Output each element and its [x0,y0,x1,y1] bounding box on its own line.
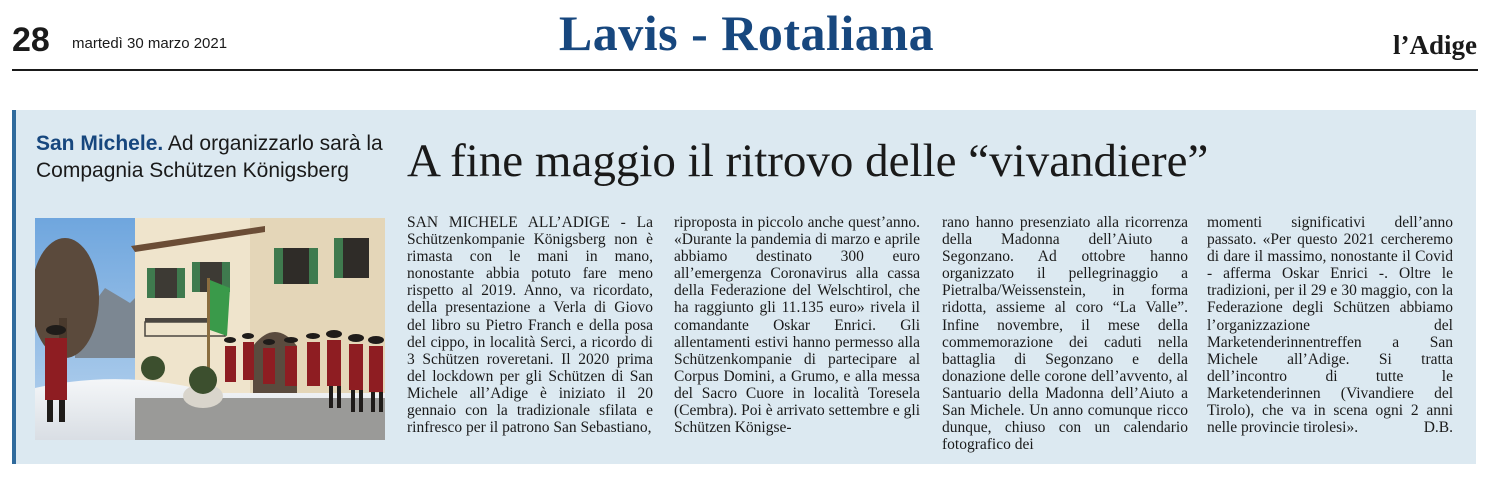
page-header [0,0,1493,70]
author-signature: D.B. [1423,419,1453,437]
kicker-place: San Michele. [36,132,164,155]
issue-date: martedì 30 marzo 2021 [72,35,228,52]
page-number: 28 [12,21,50,59]
header-divider [12,69,1478,71]
newspaper-logo: l’Adige [1393,30,1477,60]
article-kicker [36,130,386,184]
article-column-3: rano hanno presenziato alla ricorrenza della Madonna dell’Aiuto a Segonzano. Ad ottobre hanno organizzato il pellegrinaggio a Pietralba/Weissenstein, in forma ridotta, assieme al coro “La Valle”. Infine novembre, il mese della commemorazione dei caduti nella battaglia di Segonzano e della donazione delle corone dell’avvento, al Santuario della Madonna dell’Aiuto a San Michele. Un anno comunque ricco dunque, chiuso con un calendario fotografico dei [942,214,1188,454]
article-headline: A fine maggio il ritrovo delle “vivandiere” [407,135,1209,187]
kicker-text: Ad organizzarlo sarà la Compagnia Schützen Königsberg [36,132,383,182]
article-column-1: SAN MICHELE ALL’ADIGE - La Schützenkompanie Königsberg non è rimasta con le mani in mano, nonostante abbia potuto fare meno rispetto al 2019. Anno, va ricordato, della presentazione a Verla di Giovo del libro su Pietro Franch e della posa del cippo, in località Serci, a ricordo di 3 Schützen roveretani. Il 2020 prima del lockdown per gli Schützen di San Michele all’Adige è iniziato il 20 gennaio con la tradizionale sfilata e rinfresco per il patrono San Sebastiano, [407,214,653,437]
accent-bar [12,110,16,464]
section-title: Lavis - Rotaliana [558,5,935,61]
article-column-4 [1207,214,1453,436]
article-photo [35,218,385,440]
article-column-2: riproposta in piccolo anche quest’anno. «Durante la pandemia di marzo e aprile abbiamo destinato 300 euro all’emergenza Coronavirus alla cassa della Federazione del Welschtirol, che ha raggiunto gli 11.135 euro» rivela il comandante Oskar Enrici. Gli allentamenti estivi hanno permesso alla Schützenkompanie di partecipare al Corpus Domini, a Grumo, e alla messa del Sacro Cuore in località Toresela (Cembra). Poi è arrivato settembre e gli Schützen Königse- [674,214,920,437]
article-box [12,110,1476,464]
article-column-4-text: momenti significativi dell’anno passato. «Per questo 2021 cercheremo di dare il massimo, nonostante il Covid - afferma Oskar Enrici -. Oltre le tradizioni, per il 29 e 30 maggio, con la Federazione degli Schützen abbiamo l’organizzazione del Marketenderinnentreffen a San Michele all’Adige. Si tratta dell’incontro di tutte le Marketenderinnen (Vivandiere del Tirolo), che va in scena ogni 2 anni nelle provincie tirolesi». [1207,214,1453,437]
